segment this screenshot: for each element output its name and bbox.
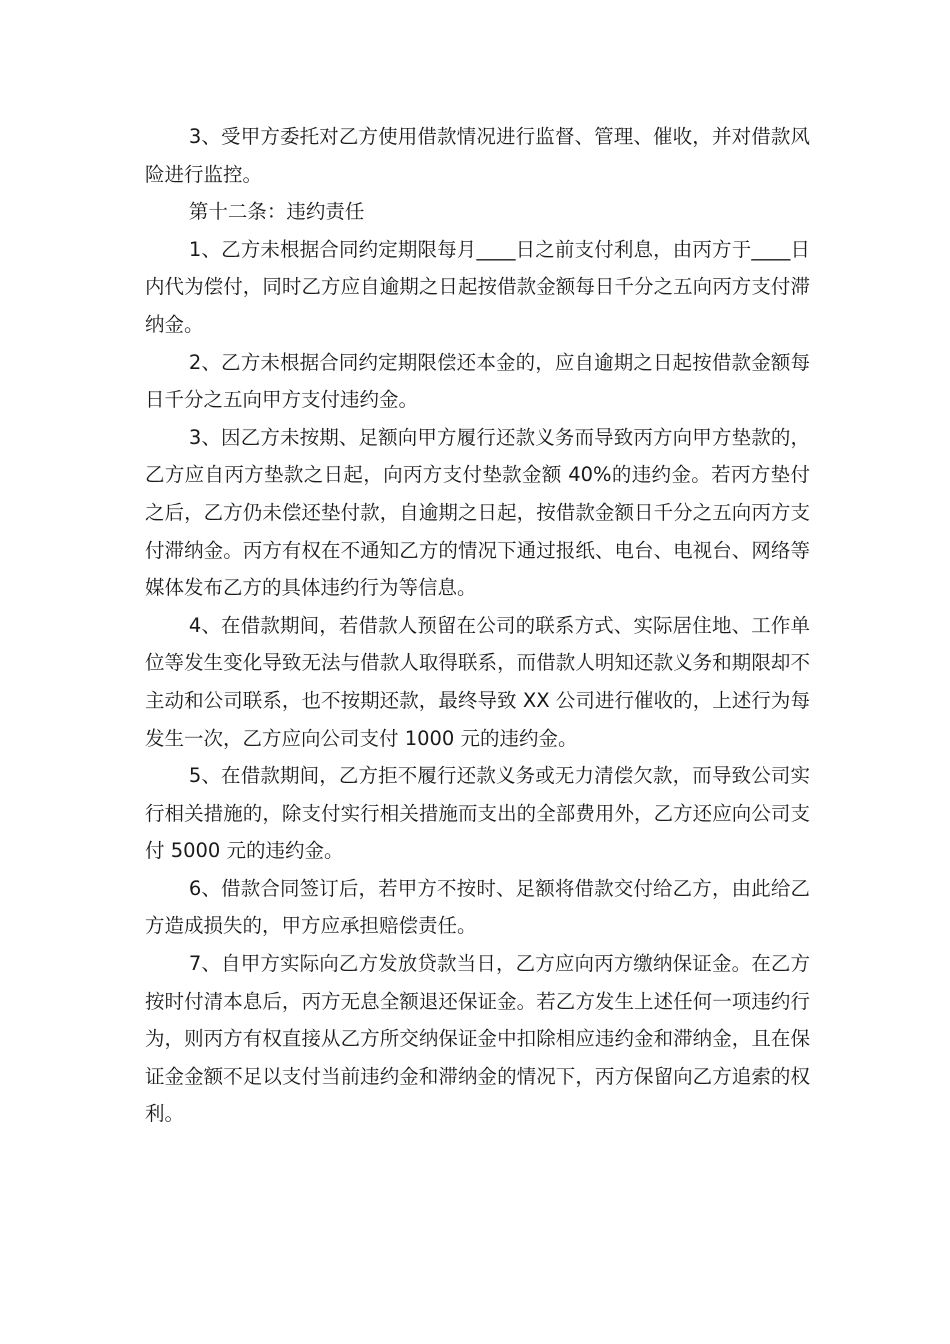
paragraph-clause-3: 3、因乙方未按期、足额向甲方履行还款义务而导致丙方向甲方垫款的，乙方应自丙方垫款之日起，向丙方支付垫款金额 40%的违约金。若丙方垫付之后，乙方仍未偿还垫付款，自逾期之日起，按借款金额日千分之五向丙方支付滞纳金。丙方有权在不通知乙方的情况下通过报纸、电台、电视台、网络等媒体发布乙方的具体违约行为等信息。 — [145, 425, 810, 600]
paragraph-supervision: 3、受甲方委托对乙方使用借款情况进行监督、管理、催收，并对借款风险进行监控。 — [145, 125, 810, 186]
section-heading-article-12: 第十二条：违约责任 — [188, 200, 365, 224]
paragraph-clause-1: 1、乙方未根据合同约定期限每月____日之前支付利息，由丙方于____日内代为偿付，同时乙方应自逾期之日起按借款金额每日千分之五向丙方支付滞纳金。 — [145, 237, 810, 336]
document-body — [145, 118, 810, 1133]
paragraph-clause-2: 2、乙方未根据合同约定期限偿还本金的，应自逾期之日起按借款金额每日千分之五向甲方支付违约金。 — [145, 350, 810, 412]
paragraph-clause-5: 5、在借款期间，乙方拒不履行还款义务或无力清偿欠款，而导致公司实行相关措施的，除支付实行相关措施而支出的全部费用外，乙方还应向公司支付 5000 元的违约金。 — [145, 764, 810, 863]
paragraph-clause-7: 7、自甲方实际向乙方发放贷款当日，乙方应向丙方缴纳保证金。在乙方按时付清本息后，丙方无息全额退还保证金。若乙方发生上述任何一项违约行为，则丙方有权直接从乙方所交纳保证金中扣除相应违约金和滞纳金，且在保证金金额不足以支付当前违约金和滞纳金的情况下，丙方保留向乙方追索的权利。 — [145, 952, 810, 1126]
paragraph-clause-6: 6、借款合同签订后，若甲方不按时、足额将借款交付给乙方，由此给乙方造成损失的，甲方应承担赔偿责任。 — [145, 876, 810, 938]
paragraph-clause-4: 4、在借款期间，若借款人预留在公司的联系方式、实际居住地、工作单位等发生变化导致无法与借款人取得联系，而借款人明知还款义务和期限却不主动和公司联系，也不按期还款，最终导致 XX 公司进行催收的，上述行为每发生一次，乙方应向公司支付 1000 元的违约金。 — [145, 613, 810, 750]
